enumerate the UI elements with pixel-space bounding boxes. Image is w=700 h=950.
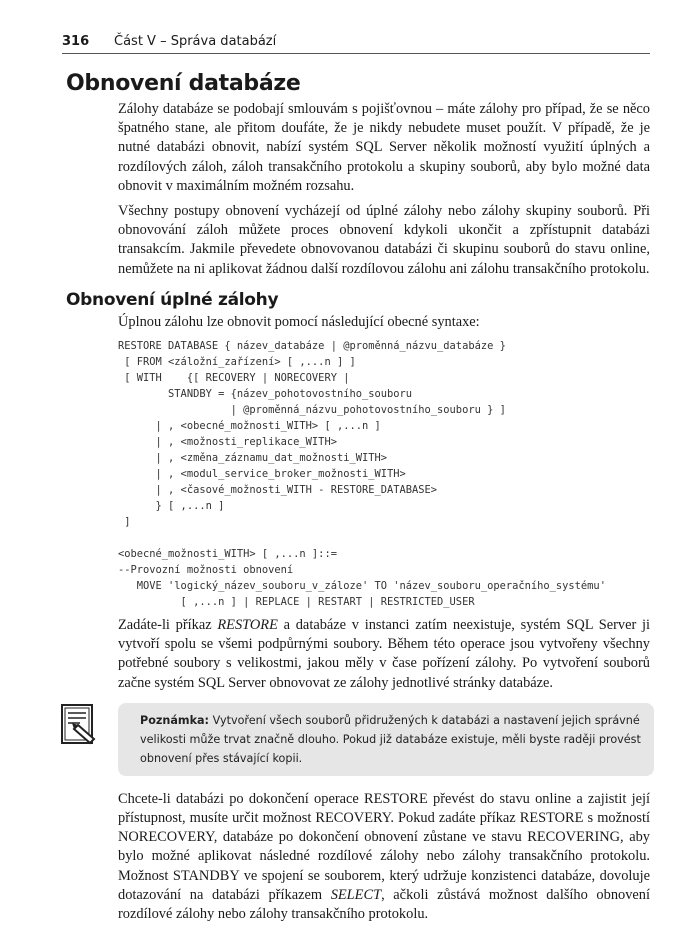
note-label: Poznámka: xyxy=(140,713,210,727)
subsection-title: Obnovení úplné zálohy xyxy=(66,289,279,310)
text: , ačkoli zůstává možnost dalšího obnovení rozdílové zálohy nebo zálohy transakčního protokolu. xyxy=(118,886,650,923)
text: a databáze v instanci zatím neexistuje, systém SQL Server ji vytvoří spolu se všemi podpůrnými soubory. Během této operace jsou vytvořeny všechny potřebné soubory s velikostmi, jakou měly v čase pořízení zálohy. Po vytvoření souborů začne systém SQL Server obnovovat ze zálohy jednotlivé stránky databáze. xyxy=(118,617,650,691)
syntax-code-block: RESTORE DATABASE { název_databáze | @proměnná_názvu_databáze } [ FROM <záložní_zařízení> [ ,...n ] ] [ WITH {[ RECOVERY | NORECOVERY | STANDBY = {název_pohotovostního_souboru | @proměnná_názvu_pohotovostního_souboru } ] | , <obecné_možnosti_WITH> [ ,...n ] | , <možnosti_replikace_WITH> | , <změna_záznamu_dat_možnosti_WITH> | , <modul_service_broker_možnosti_WITH> | , <časové_možnosti_WITH - RESTORE_DATABASE> } [ ,...n ] ] <obecné_možnosti_WITH> [ ,...n ]::= --Provozní možnosti obnovení MOVE 'logický_název_souboru_v_záloze' TO 'název_souboru_operačního_systému' [ ,...n ] | REPLACE | RESTART | RESTRICTED_USER xyxy=(118,340,606,609)
note-box xyxy=(118,703,654,776)
emphasis-select: SELECT xyxy=(330,886,382,903)
running-title: Část V – Správa databází xyxy=(114,34,277,49)
text: Chcete-li databázi po dokončení operace RESTORE převést do stavu online a zajistit její přístupnost, musíte určit možnost RECOVERY. Pokud zadáte příkaz RESTORE s možností NORECOVERY, databáze po dokončení obnovení zůstane ve stavu RECOVERING, aby bylo možné aplikovat následné rozdílové zálohy nebo zálohy transakčního protokolu. Možnost STANDBY ve spojení se souborem, který udržuje konzistenci databáze, dovoluje dotazování na databázi příkazem xyxy=(118,790,650,903)
note-icon xyxy=(60,703,96,747)
syntax-intro: Úplnou zálohu lze obnovit pomocí následující obecné syntaxe: xyxy=(118,313,480,330)
note xyxy=(62,703,650,776)
note-text: Vytvoření všech souborů přidružených k databázi a nastavení jejich správné velikosti může trvat značně dlouho. Pokud již databáze existuje, měli byste raději provést obnovení přes stávající kopii. xyxy=(140,713,641,765)
emphasis-restore: RESTORE xyxy=(217,617,278,634)
intro-paragraph-1: Zálohy databáze se podobají smlouvám s pojišťovnou – máte zálohy pro případ, že se něco špatného stane, ale přitom doufáte, že je nikdy nebudete muset použít. V případě, že je nutné databázi obnovit, nabízí systém SQL Server několik možností využití úplných a rozdílových záloh, záloh transakčního protokolu a skupiny souborů, aby bylo možné data obnovit v maximálním možném rozsahu. xyxy=(118,101,650,194)
running-header xyxy=(62,33,650,54)
text: Zadáte-li příkaz xyxy=(118,617,218,634)
paragraph-restore xyxy=(118,616,650,693)
paragraph-recovery xyxy=(118,790,650,924)
section-title: Obnovení databáze xyxy=(66,71,301,96)
intro-paragraph-2: Všechny postupy obnovení vycházejí od úplné zálohy nebo zálohy skupiny souborů. Při obnovování záloh můžete proces obnovení kdykoli ukončit a zpřístupnit databázi transakcím. Jakmile převedete obnovovanou databázi či skupinu souborů do stavu online, nemůžete na ni aplikovat žádnou další rozdílovou zálohu ani zálohu transakčního protokolu. xyxy=(118,203,650,277)
page-number: 316 xyxy=(62,34,90,49)
